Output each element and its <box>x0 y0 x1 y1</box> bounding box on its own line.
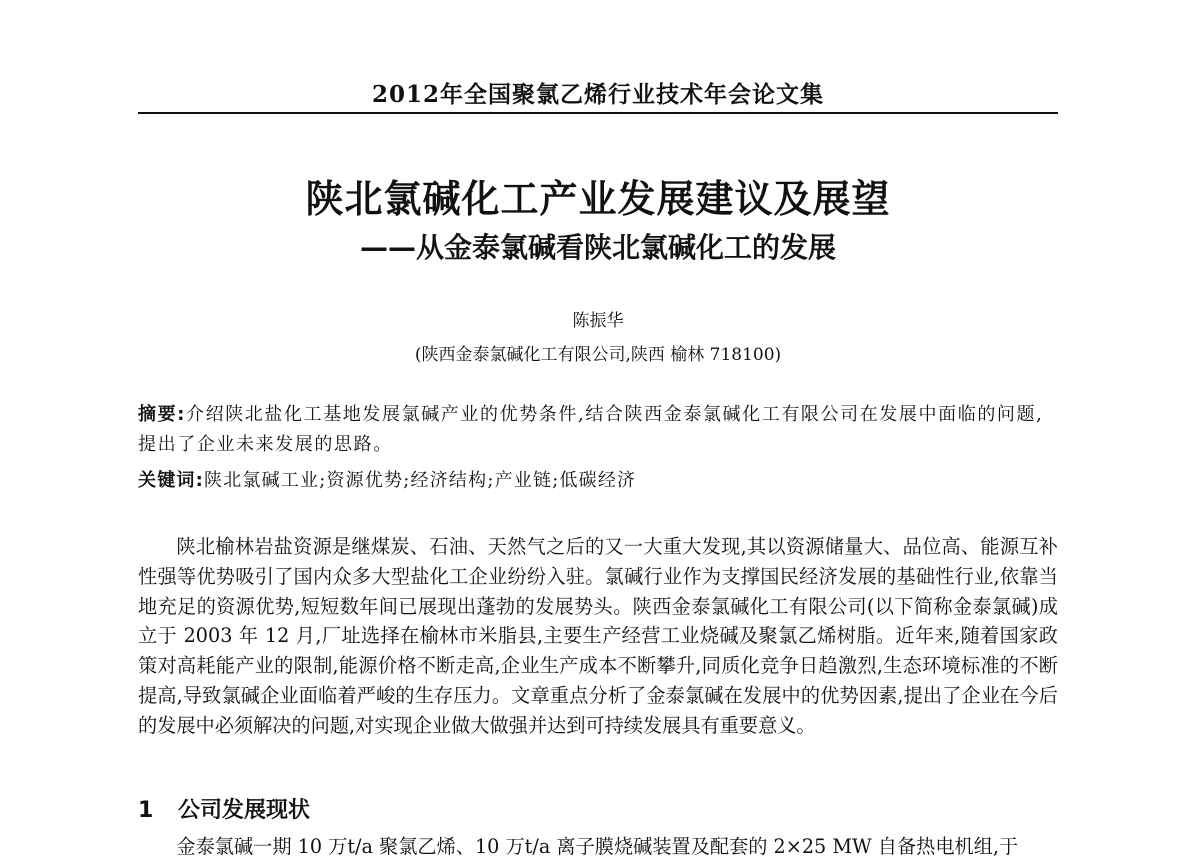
running-header: 2012年全国聚氯乙烯行业技术年会论文集 <box>371 81 824 108</box>
header-rule <box>138 112 1058 114</box>
abstract-label: 摘要: <box>138 404 186 425</box>
keywords-text: 陕北氯碱工业;资源优势;经济结构;产业链;低碳经济 <box>204 470 637 491</box>
section-paragraph: 金泰氯碱一期 10 万t/a 聚氯乙烯、10 万t/a 离子膜烧碱装置及配套的 2×25 MW 自备热电机组,于 <box>176 835 1019 858</box>
abstract-text: 介绍陕北盐化工基地发展氯碱产业的优势条件,结合陕西金泰氯碱化工有限公司在发展中面临的问题,提出了企业未来发展的思路。 <box>138 404 1044 455</box>
section-title: 公司发展现状 <box>178 798 311 823</box>
keywords-label: 关键词: <box>138 470 204 491</box>
abstract <box>138 400 1063 460</box>
author-affiliation: (陕西金泰氯碱化工有限公司,陕西 榆林 718100) <box>414 345 782 365</box>
intro-paragraph: 陕北榆林岩盐资源是继煤炭、石油、天然气之后的又一大重大发现,其以资源储量大、品位高、能源互补性强等优势吸引了国内众多大型盐化工企业纷纷入驻。氯碱行业作为支撑国民经济发展的基础性行业,依靠当地充足的资源优势,短短数年间已展现出蓬勃的发展势头。陕西金泰氯碱化工有限公司(以下简称金泰氯碱)成立于 2003 年 12 月,厂址选择在榆林市米脂县,主要生产经营工业烧碱及聚氯乙烯树脂。近年来,随着国家政策对高耗能产业的限制,能源价格不断走高,企业生产成本不断攀升,同质化竞争日趋激烈,生态环境标准的不断提高,导致氯碱企业面临着严峻的生存压力。文章重点分析了金泰氯碱在发展中的优势因素,提出了企业在今后的发展中必须解决的问题,对实现企业做大做强并达到可持续发展具有重要意义。 <box>138 535 1058 737</box>
keywords <box>138 466 1063 496</box>
section-number: 1 <box>138 798 154 823</box>
author-name: 陈振华 <box>572 311 624 331</box>
article-subtitle: ——从金泰氯碱看陕北氯碱化工的发展 <box>359 231 836 264</box>
article-title: 陕北氯碱化工产业发展建议及展望 <box>305 177 891 221</box>
section-heading <box>138 793 310 824</box>
